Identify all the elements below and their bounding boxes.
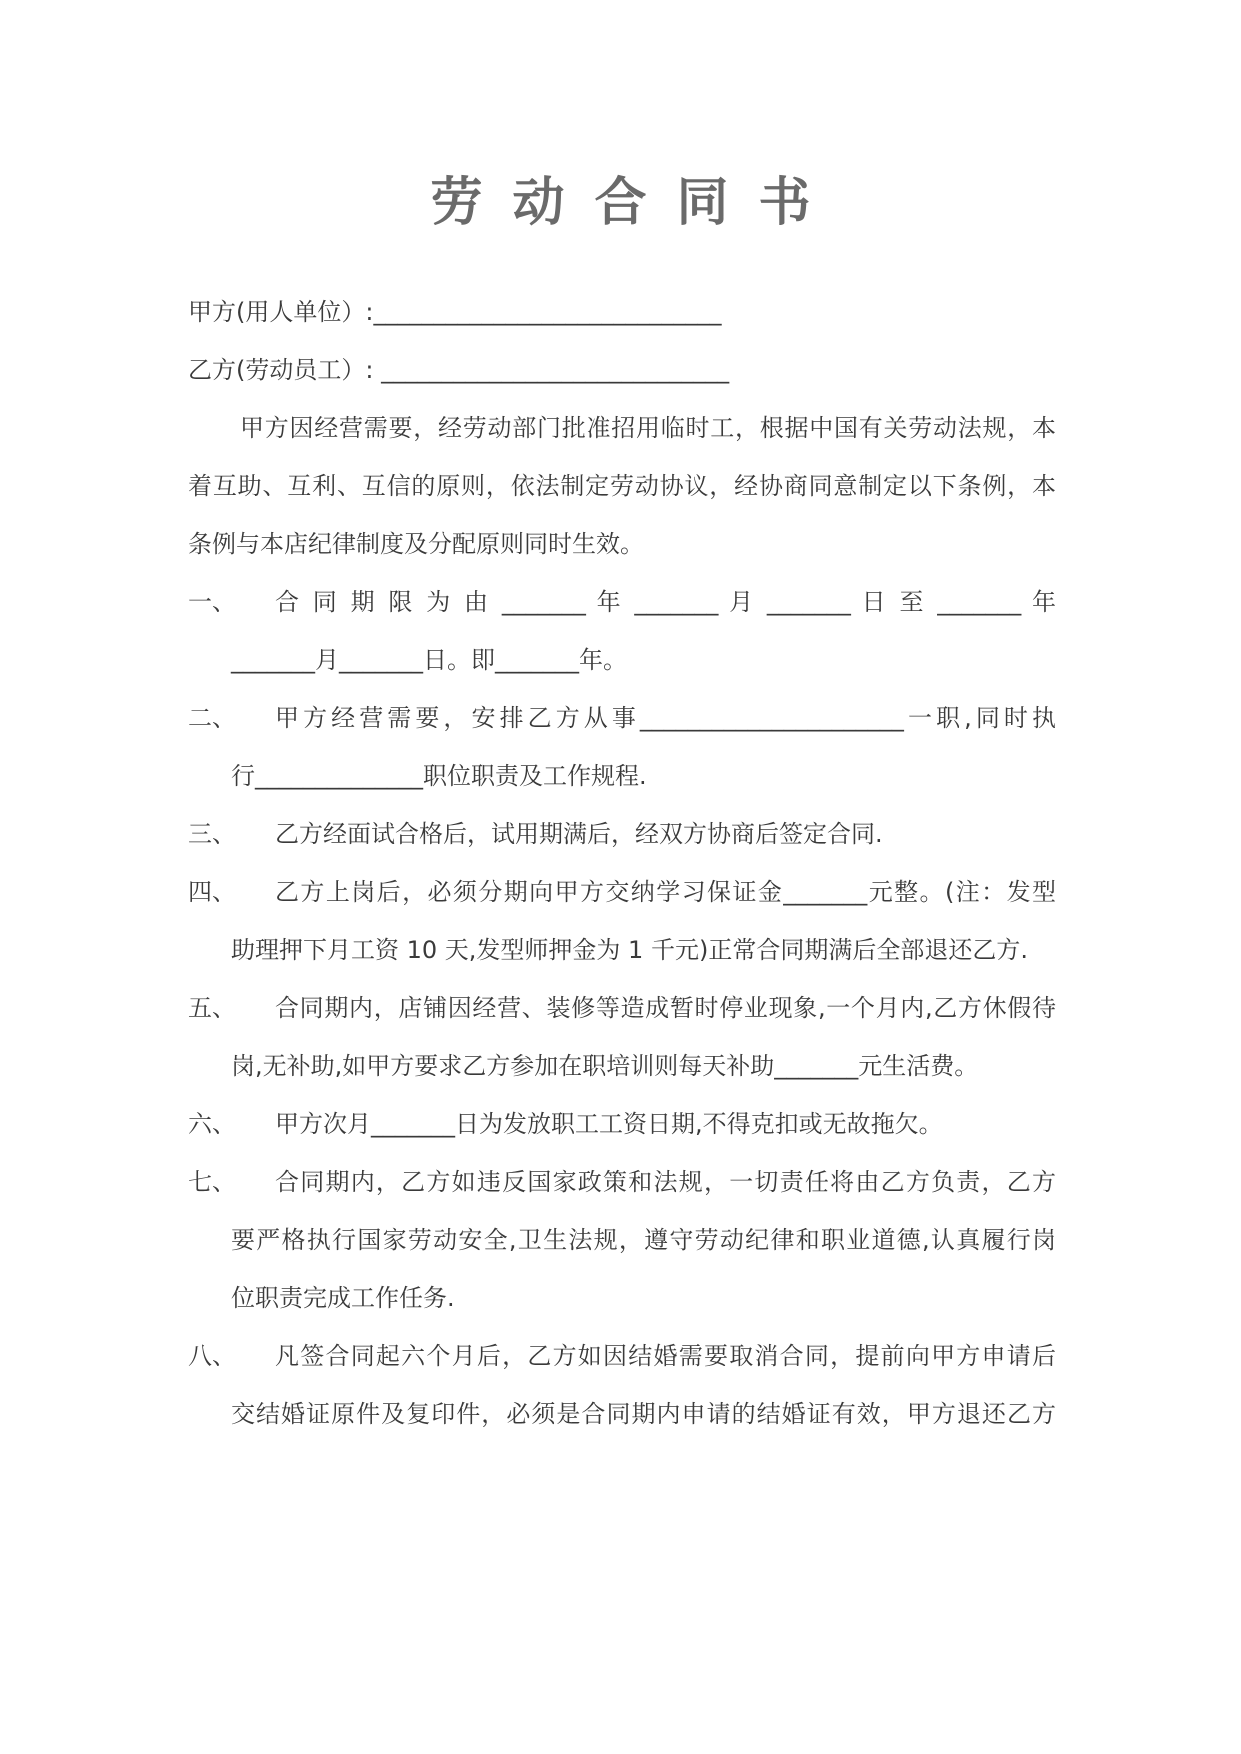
clause-text: 助理押下月工资 10 天,发型师押金为 1 千元)正常合同期满后全部退还乙方. <box>231 936 1028 964</box>
clause-4 <box>188 876 1056 908</box>
preamble-line: 着互助、互利、互信的原则，依法制定劳动协议，经协商同意制定以下条例，本 <box>188 472 1056 500</box>
clause-text: 凡签合同起六个月后，乙方如因结婚需要取消合同，提前向甲方申请后 <box>275 1342 1056 1370</box>
clause-5 <box>188 992 1056 1024</box>
clause-2 <box>188 702 1056 734</box>
clause-text: 行______________职位职责及工作规程. <box>231 762 647 790</box>
clause-7 <box>188 1166 1056 1198</box>
clause-text: 位职责完成工作任务. <box>231 1284 455 1312</box>
clause-number: 二、 <box>188 704 236 732</box>
clause-text: 岗,无补助,如甲方要求乙方参加在职培训则每天补助_______元生活费。 <box>231 1052 979 1080</box>
preamble-line: 甲方因经营需要，经劳动部门批准招用临时工，根据中国有关劳动法规，本 <box>240 414 1056 442</box>
clause-number: 八、 <box>188 1342 236 1370</box>
page-title: 劳动合同书 <box>430 173 841 233</box>
clause-number: 五、 <box>188 994 236 1022</box>
clause-text: 甲方经营需要，安排乙方从事______________________一职,同时执 <box>275 704 1056 732</box>
clause-text: 合 同 期 限 为 由 _______ 年 _______ 月 _______ 日 至 _______ 年 <box>275 588 1056 616</box>
clause-number: 三、 <box>188 820 236 848</box>
clause-number: 七、 <box>188 1168 236 1196</box>
clause-8 <box>188 1340 1056 1372</box>
clause-text: 合同期内，乙方如违反国家政策和法规，一切责任将由乙方负责，乙方 <box>275 1168 1056 1196</box>
party-b-line: 乙方(劳动员工）: _____________________________ <box>188 356 730 384</box>
clause-number: 四、 <box>188 878 236 906</box>
preamble-line: 条例与本店纪律制度及分配原则同时生效。 <box>188 530 644 558</box>
clause-text: 要严格执行国家劳动安全,卫生法规，遵守劳动纪律和职业道德,认真履行岗 <box>231 1226 1056 1254</box>
clause-number: 一、 <box>188 588 236 616</box>
clause-number: 六、 <box>188 1110 236 1138</box>
clause-text: _______月_______日。即_______年。 <box>231 646 627 674</box>
clause-3 <box>188 818 1056 850</box>
clause-1 <box>188 586 1056 618</box>
party-a-line: 甲方(用人单位）:_____________________________ <box>188 298 722 326</box>
clause-6 <box>188 1108 1056 1140</box>
clause-text: 乙方上岗后，必须分期向甲方交纳学习保证金_______元整。(注：发型 <box>275 878 1056 906</box>
clause-text: 交结婚证原件及复印件，必须是合同期内申请的结婚证有效，甲方退还乙方 <box>231 1400 1056 1428</box>
clause-text: 乙方经面试合格后，试用期满后，经双方协商后签定合同. <box>275 820 883 848</box>
clause-text: 合同期内，店铺因经营、装修等造成暂时停业现象,一个月内,乙方休假待 <box>275 994 1056 1022</box>
clause-text: 甲方次月_______日为发放职工工资日期,不得克扣或无故拖欠。 <box>275 1110 943 1138</box>
